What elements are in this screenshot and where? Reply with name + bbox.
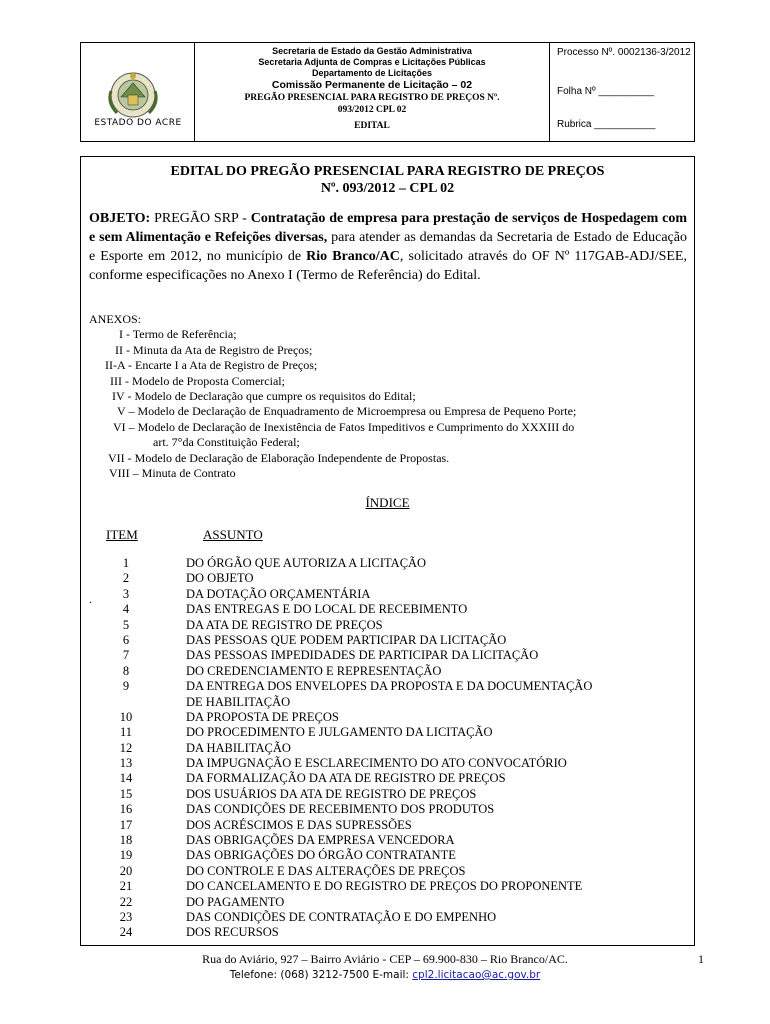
anexo-item: III - Modelo de Proposta Comercial; (110, 373, 285, 388)
index-item-number: 5 (122, 617, 130, 632)
index-item-subject: DA DOTAÇÃO ORÇAMENTÁRIA (186, 586, 371, 601)
index-item-number: 2 (122, 571, 130, 586)
index-item-number: 12 (119, 740, 133, 755)
header-titles (195, 46, 549, 132)
anexo-item: II-A - Encarte I a Ata de Registro de Preços; (105, 358, 318, 373)
footer-contact (0, 969, 770, 981)
index-row (81, 895, 694, 910)
index-item-number: 4 (122, 602, 130, 617)
index-item-header: ITEM (106, 527, 138, 542)
header-line: Departamento de Licitações (311, 68, 433, 78)
index-item-subject: DAS PESSOAS IMPEDIDADES DE PARTICIPAR DA LICITAÇÃO (186, 648, 539, 663)
index-row (81, 848, 694, 863)
index-row (81, 556, 694, 571)
index-row (81, 802, 694, 817)
index-item-number: 17 (119, 817, 133, 832)
index-row (81, 571, 694, 586)
header-line: Secretaria Adjunta de Compras e Licitações Públicas (258, 57, 486, 67)
objeto-text: PREGÃO SRP - (150, 211, 251, 226)
index-item-number: 14 (119, 771, 133, 786)
index-item-subject: DA IMPUGNAÇÃO E ESCLARECIMENTO DO ATO CONVOCATÓRIO (186, 756, 567, 771)
anexo-item: VI – Modelo de Declaração de Inexistência de Fatos Impeditivos e Cumprimento do XXXIII do (113, 419, 575, 434)
index-item-number: 11 (119, 725, 133, 740)
index-item-subject: DAS CONDIÇÕES DE CONTRATAÇÃO E DO EMPENHO (186, 909, 497, 924)
header-line: Secretaria de Estado da Gestão Administrativa (272, 46, 472, 56)
objeto-paragraph (89, 209, 687, 285)
index-item-number: 1 (122, 556, 130, 570)
index-item-number: 19 (119, 848, 133, 863)
index-item-subject: DA ATA DE REGISTRO DE PREÇOS (186, 617, 383, 632)
anexo-item: art. 7°da Constituição Federal; (153, 435, 300, 450)
objeto-text-bold: Rio Branco/AC (306, 249, 400, 264)
header-edital: EDITAL (354, 121, 390, 131)
index-item-subject: DO CREDENCIAMENTO E REPRESENTAÇÃO (186, 663, 442, 678)
anexo-item: II - Minuta da Ata de Registro de Preços; (115, 342, 313, 357)
index-item-subject: DO ÓRGÃO QUE AUTORIZA A LICITAÇÃO (186, 556, 427, 570)
index-item-number: 20 (119, 863, 133, 878)
anexo-item: IV - Modelo de Declaração que cumpre os requisitos do Edital; (112, 389, 416, 404)
index-row (81, 679, 694, 694)
index-row (81, 741, 694, 756)
index-row (81, 787, 694, 802)
index-item-number: 15 (119, 786, 133, 801)
index-item-subject: DAS PESSOAS QUE PODEM PARTICIPAR DA LICITAÇÃO (186, 632, 507, 647)
process-number: Processo Nº. 0002136-3/2012 (557, 47, 691, 58)
header-divider (549, 43, 550, 141)
index-item-subject: DAS ENTREGAS E DO LOCAL DE RECEBIMENTO (186, 602, 468, 617)
index-item-subject: DA ENTREGA DOS ENVELOPES DA PROPOSTA E DA DOCUMENTAÇÃO (186, 679, 593, 694)
objeto-text: , solicitado através do OF Nº 117GAB-ADJ/SEE, conforme especificações no Anexo I (Termo de Referência) do Edital. (89, 249, 687, 283)
index-item-subject: DOS USUÁRIOS DA ATA DE REGISTRO DE PREÇOS (186, 786, 477, 801)
index-item-number: 21 (119, 879, 133, 894)
index-row (81, 618, 694, 633)
index-row (81, 602, 694, 617)
index-item-subject: DO PROCEDIMENTO E JULGAMENTO DA LICITAÇÃO (186, 725, 493, 740)
index-item-subject: DAS OBRIGAÇÕES DO ÓRGÃO CONTRATANTE (186, 848, 456, 863)
index-item-subject: DOS RECURSOS (186, 925, 279, 940)
index-title: ÍNDICE (365, 495, 410, 510)
index-row (81, 710, 694, 725)
index-item-number: 24 (119, 925, 133, 940)
index-item-number: 8 (122, 663, 130, 678)
footer-address: Rua do Aviário, 927 – Bairro Aviário - CEP – 69.900-830 – Rio Branco/AC. (202, 952, 568, 966)
footer-phone: Telefone: (068) 3212-7500 E-mail: (229, 969, 413, 981)
index-item-subject: DO CANCELAMENTO E DO REGISTRO DE PREÇOS DO PROPONENTE (186, 879, 583, 894)
anexos-label: ANEXOS: (89, 312, 142, 326)
index-row (81, 864, 694, 879)
anexo-item: V – Modelo de Declaração de Enquadramento de Microempresa ou Empresa de Pequeno Porte; (117, 404, 577, 419)
index-item-subject: DO CONTROLE E DAS ALTERAÇÕES DE PREÇOS (186, 863, 466, 878)
index-row (81, 833, 694, 848)
index-item-subject: DA PROPOSTA DE PREÇOS (186, 709, 339, 724)
index-row (81, 910, 694, 925)
stray-dot: . (89, 594, 92, 606)
index-item-subject: DOS ACRÉSCIMOS E DAS SUPRESSÕES (186, 817, 412, 832)
index-subject-header: ASSUNTO (203, 527, 263, 542)
index-item-number: 7 (122, 648, 130, 663)
document-body (80, 156, 695, 946)
index-item-subject: DAS CONDIÇÕES DE RECEBIMENTO DOS PRODUTOS (186, 802, 495, 817)
index-item-number: 18 (119, 833, 133, 848)
objeto-text-bold: Contratação de empresa para prestação de serviços de Hospedagem com e sem Alimentação e Refeições diversas, (89, 211, 687, 245)
index-item-number: 6 (122, 632, 130, 647)
anexo-item: VIII – Minuta de Contrato (109, 466, 236, 481)
index-row (81, 925, 694, 940)
index-item-number: 9 (122, 679, 130, 694)
index-item-number: 23 (119, 909, 133, 924)
objeto-label: OBJETO: (89, 211, 151, 226)
anexos-list (89, 312, 689, 481)
index-row (81, 695, 694, 710)
index-row (81, 818, 694, 833)
index-item-subject: DO OBJETO (186, 571, 254, 586)
index-item-number: 22 (119, 894, 133, 909)
document-header (80, 42, 695, 142)
index-row (81, 756, 694, 771)
index-row (81, 648, 694, 663)
index-item-subject: DAS OBRIGAÇÕES DA EMPRESA VENCEDORA (186, 833, 455, 848)
anexo-item: VII - Modelo de Declaração de Elaboração Independente de Propostas. (108, 450, 450, 465)
index-row (81, 587, 694, 602)
page-number: 1 (698, 952, 704, 966)
index-item-number: 10 (119, 709, 133, 724)
page-footer (0, 952, 770, 981)
index-item-subject: DO PAGAMENTO (186, 894, 285, 909)
rubrica-field: Rubrica ___________ (557, 119, 656, 130)
anexo-item: I - Termo de Referência; (119, 327, 237, 342)
index-row (81, 633, 694, 648)
state-name: ESTADO DO ACRE (94, 118, 182, 128)
objeto-text: para atender as demandas da Secretaria de Estado de Educação e Esporte em 2012, no município de (89, 230, 687, 264)
index-table (81, 556, 694, 941)
header-commission: Comissão Permanente de Licitação – 02 (271, 79, 473, 91)
index-item-subject: DE HABILITAÇÃO (186, 694, 291, 709)
index-item-number: 16 (119, 802, 133, 817)
index-item-subject: DA HABILITAÇÃO (186, 740, 291, 755)
footer-email-link[interactable]: cpl2.licitacao@ac.gov.br (412, 969, 541, 981)
header-line: PREGÃO PRESENCIAL PARA REGISTRO DE PREÇOS Nº. (244, 93, 500, 103)
index-item-number: 13 (119, 756, 133, 771)
index-item-number: 3 (122, 586, 130, 601)
index-item-subject: DA FORMALIZAÇÃO DA ATA DE REGISTRO DE PREÇOS (186, 771, 506, 786)
header-line: 093/2012 CPL 02 (337, 105, 407, 115)
index-row (81, 771, 694, 786)
document-subtitle: Nº. 093/2012 – CPL 02 (320, 181, 455, 196)
index-row (81, 725, 694, 740)
index-row (81, 664, 694, 679)
folha-field: Folha Nº __________ (557, 86, 655, 97)
index-row (81, 879, 694, 894)
document-title: EDITAL DO PREGÃO PRESENCIAL PARA REGISTRO DE PREÇOS (170, 164, 605, 179)
